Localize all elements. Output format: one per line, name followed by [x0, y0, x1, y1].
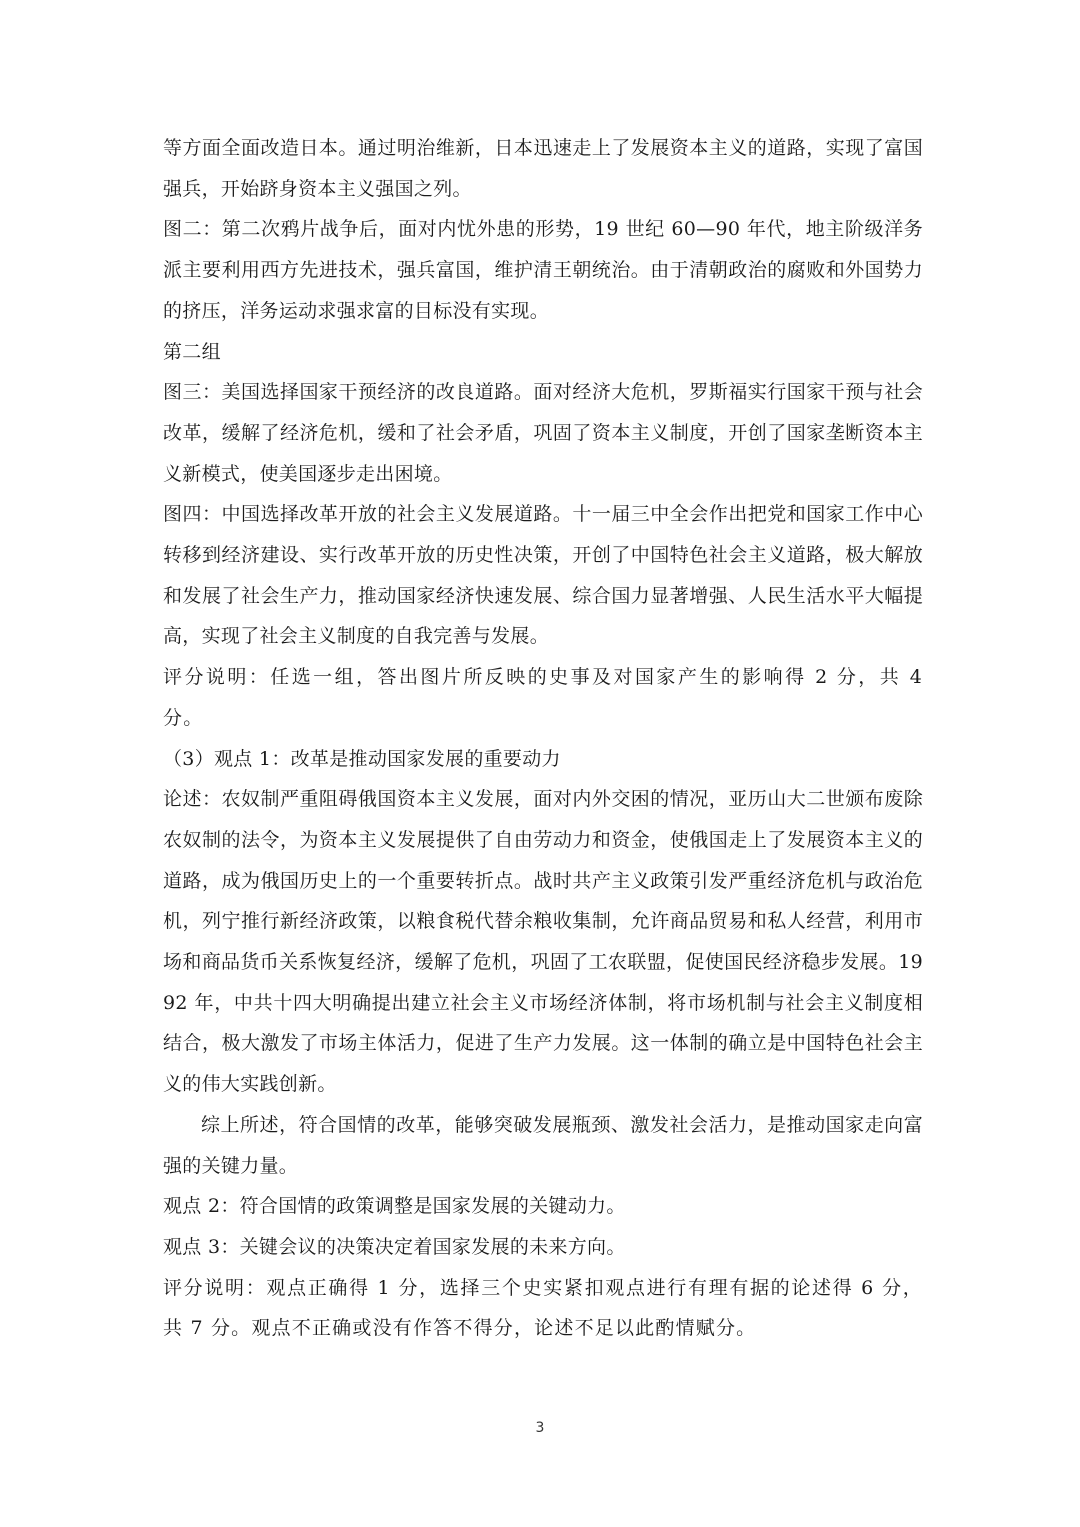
viewpoint-two: 观点 2：符合国情的政策调整是国家发展的关键动力。	[163, 1195, 626, 1218]
paragraph-figure-four: 图四：中国选择改革开放的社会主义发展道路。十一届三中全会作出把党和国家工作中心转移到经济建设、实行改革开放的历史性决策，开创了中国特色社会主义道路，极大解放和发展了社会生产力，推动国家经济快速发展、综合国力显著增强、人民生活水平大幅提高，实现了社会主义制度的自我完善与发展。	[163, 503, 923, 648]
group-two-heading: 第二组	[163, 340, 221, 363]
paragraph-figure-two: 图二：第二次鸦片战争后，面对内忧外患的形势，19 世纪 60—90 年代，地主阶级洋务派主要利用西方先进技术，强兵富国，维护清王朝统治。由于清朝政治的腐败和外国势力的挤压，洋务运动求强求富的目标没有实现。	[163, 218, 923, 322]
scoring-note-part-two: 评分说明：任选一组，答出图片所反映的史事及对国家产生的影响得 2 分，共 4 分。	[163, 666, 923, 729]
paragraph-argument: 论述：农奴制严重阻碍俄国资本主义发展，面对内外交困的情况，亚历山大二世颁布废除农奴制的法令，为资本主义发展提供了自由劳动力和资金，使俄国走上了发展资本主义的道路，成为俄国历史上的一个重要转折点。战时共产主义政策引发严重经济危机与政治危机，列宁推行新经济政策，以粮食税代替余粮收集制，允许商品贸易和私人经营，利用市场和商品货币关系恢复经济，缓解了危机，巩固了工农联盟，促使国民经济稳步发展。1992 年，中共十四大明确提出建立社会主义市场经济体制，将市场机制与社会主义制度相结合，极大激发了市场主体活力，促进了生产力发展。这一体制的确立是中国特色社会主义的伟大实践创新。	[163, 788, 923, 1096]
document-body	[163, 128, 923, 1349]
viewpoint-one: （3）观点 1：改革是推动国家发展的重要动力	[163, 747, 561, 770]
page-number: 3	[535, 1420, 545, 1436]
paragraph-figure-three: 图三：美国选择国家干预经济的改良道路。面对经济大危机，罗斯福实行国家干预与社会改革，缓解了经济危机，缓和了社会矛盾，巩固了资本主义制度，开创了国家垄断资本主义新模式，使美国逐步走出困境。	[163, 381, 923, 485]
viewpoint-three: 观点 3：关键会议的决策决定着国家发展的未来方向。	[163, 1235, 626, 1258]
scoring-note-part-three: 评分说明：观点正确得 1 分，选择三个史实紧扣观点进行有理有据的论述得 6 分，共 7 分。观点不正确或没有作答不得分，论述不足以此酌情赋分。	[163, 1276, 923, 1340]
paragraph-meiji-continuation: 等方面全面改造日本。通过明治维新，日本迅速走上了发展资本主义的道路，实现了富国强兵，开始跻身资本主义强国之列。	[163, 137, 923, 200]
paragraph-summary: 综上所述，符合国情的改革，能够突破发展瓶颈、激发社会活力，是推动国家走向富强的关键力量。	[163, 1113, 923, 1177]
